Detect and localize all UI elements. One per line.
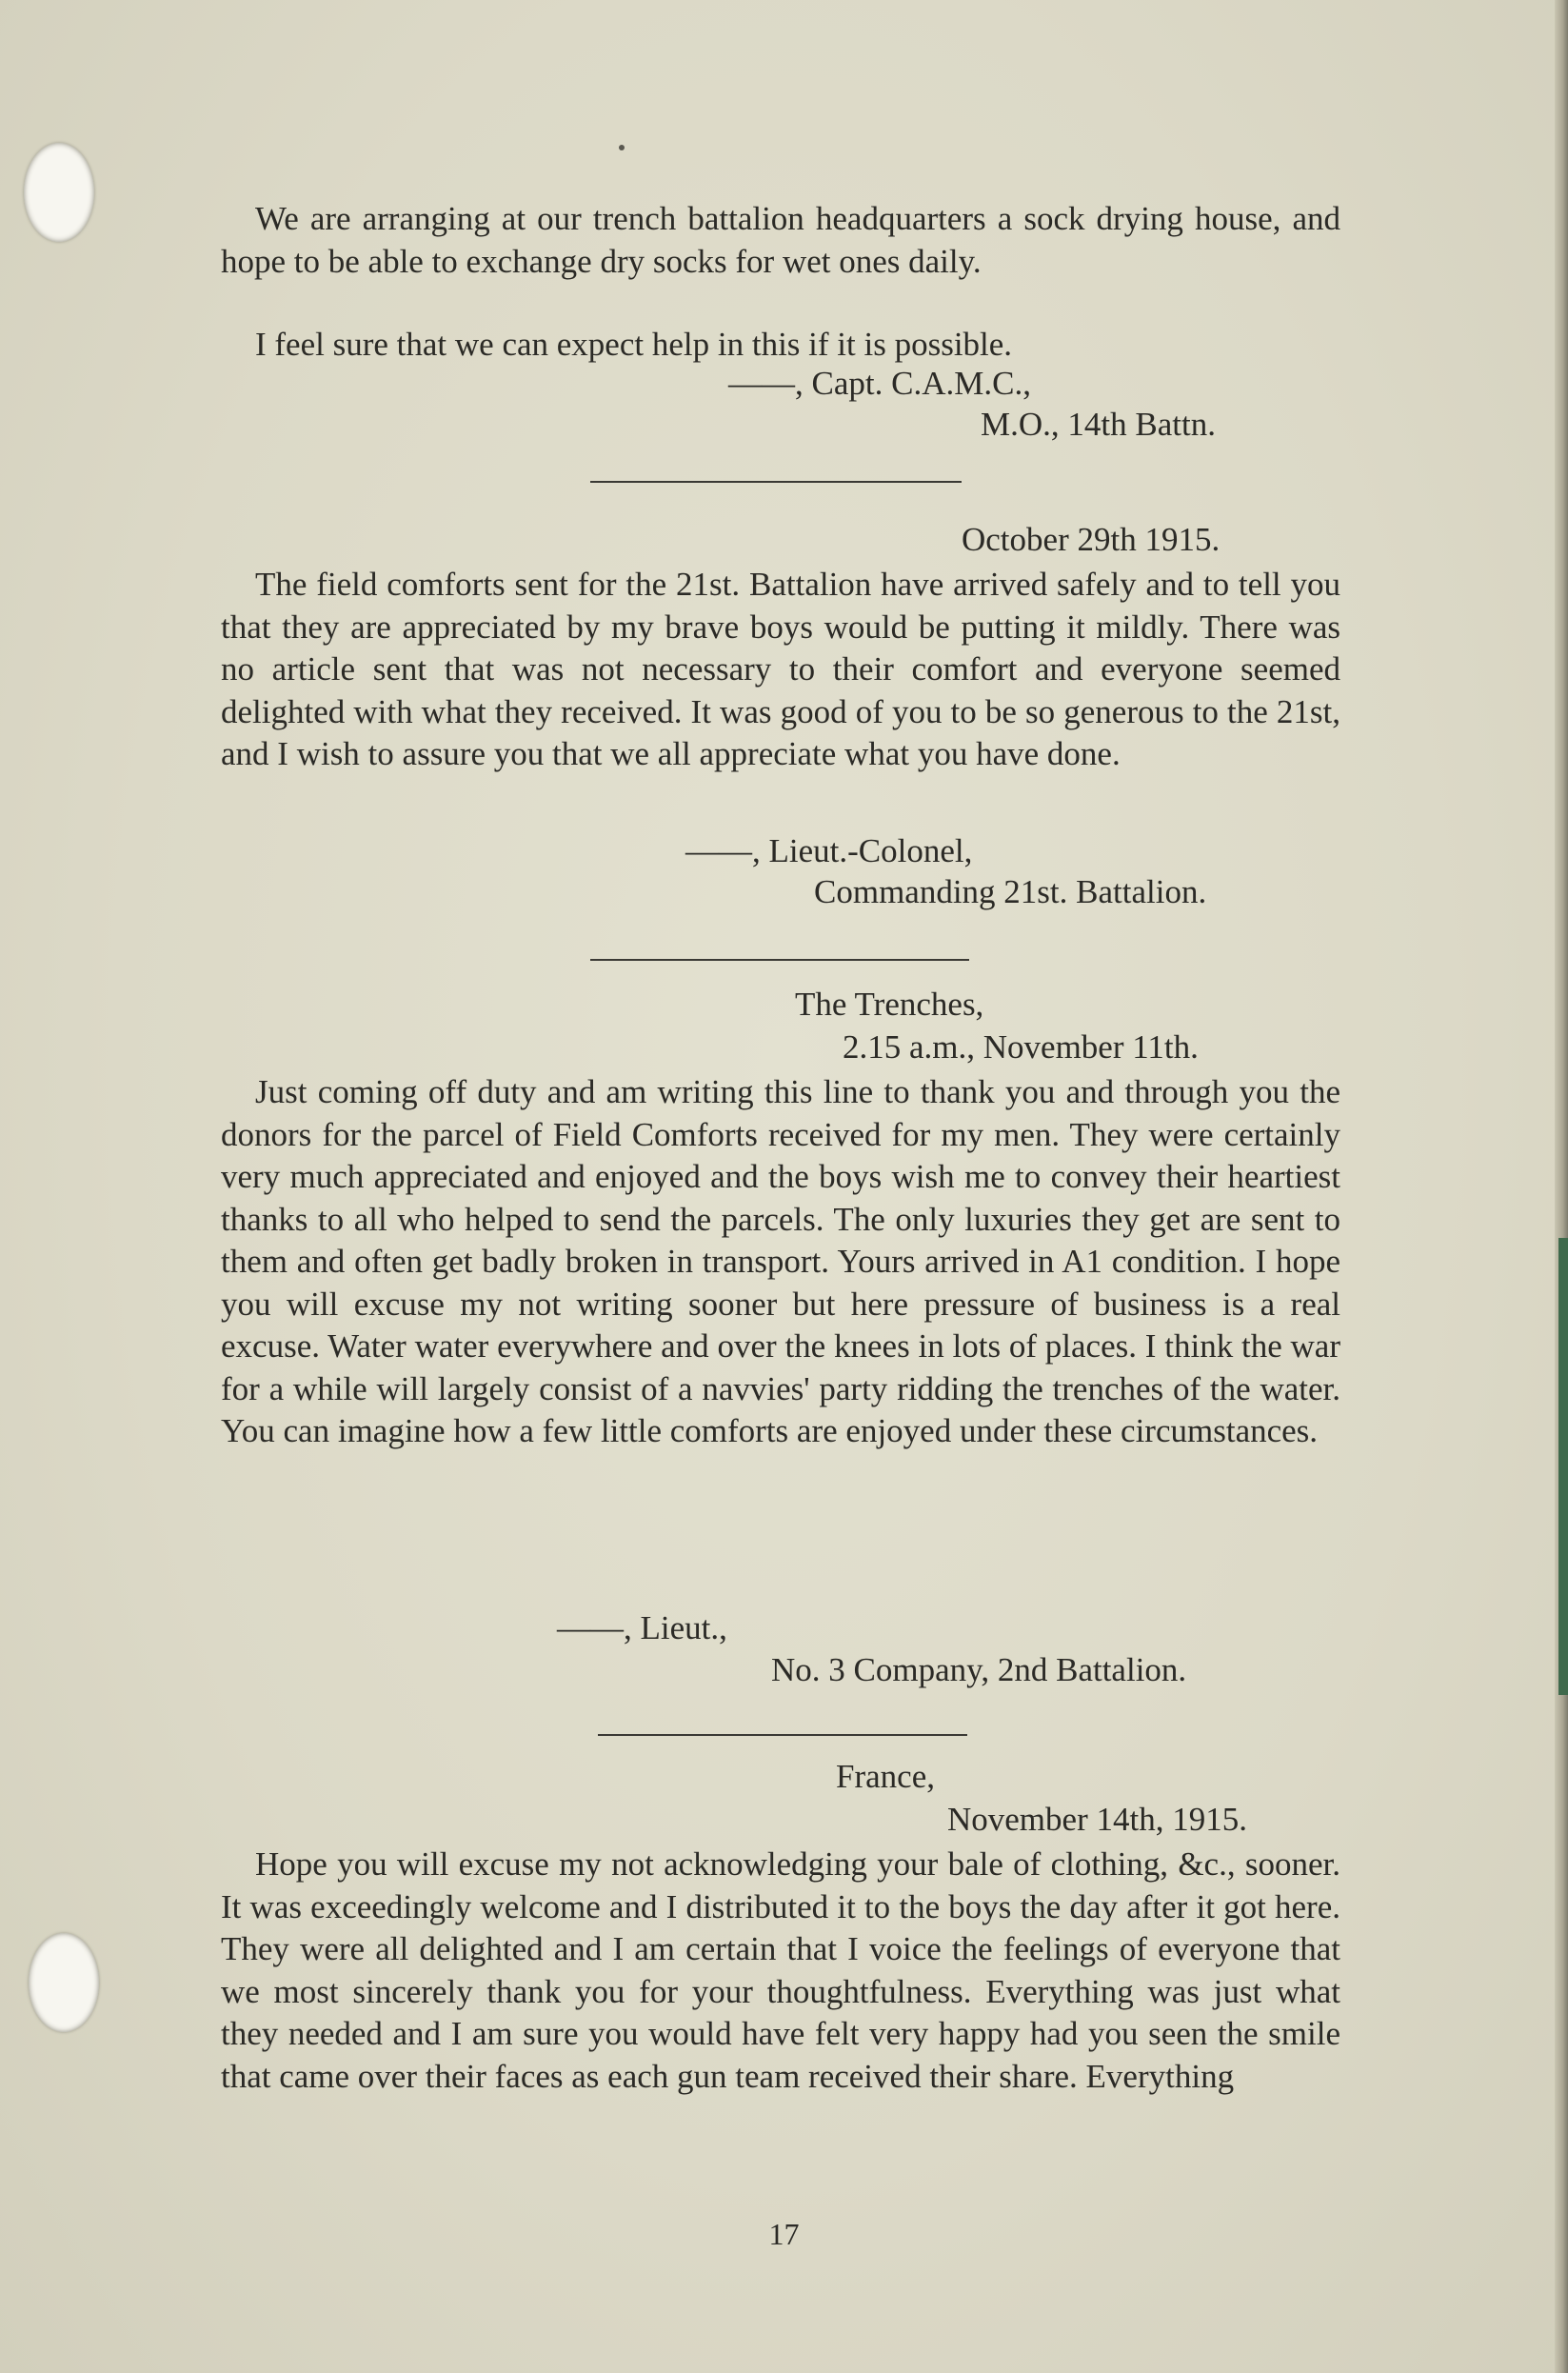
letter3-signature-line1: ——, Lieut.,: [557, 1609, 727, 1646]
punch-hole-bottom: [29, 1933, 99, 2032]
ink-speck: [619, 145, 625, 150]
page-spine-edge: [1555, 0, 1568, 2373]
letter2-body: The field comforts sent for the 21st. Battalion have arrived safely and to tell you that they are appreciated by my brave boys would be putting it mildly. There was no article sent that was not necessary to their comfort and everyone seemed delighted with what they received. It was good of you to be so generous to the 21st, and I wish to assure you that we all appreciate what you have done.: [221, 566, 1340, 772]
spine-color-band: [1558, 1238, 1568, 1695]
letter4-date: November 14th, 1915.: [947, 1801, 1247, 1838]
page-number: 17: [768, 2217, 800, 2251]
letter3-signature-line2: No. 3 Company, 2nd Battalion.: [771, 1651, 1187, 1688]
letter2-date: October 29th 1915.: [962, 521, 1221, 558]
separator-rule: [598, 1734, 967, 1736]
letter2-signature-line2: Commanding 21st. Battalion.: [814, 873, 1207, 910]
separator-rule: [590, 959, 969, 961]
letter1-signature-line1: ——, Capt. C.A.M.C.,: [728, 365, 1031, 402]
letter4-body: Hope you will excuse my not acknowledging your bale of clothing, &c., sooner. It was exceedingly welcome and I distributed it to the boys the day after it got here. They were all delighted and I am certain that I voice the feelings of everyone that we most sincerely thank you for your thoughtfulness. Everything was just what they needed and I am sure you would have felt very happy had you seen the smile that came over their faces as each gun team received their share. Everything: [221, 1845, 1340, 2095]
letter3-date: 2.15 a.m., November 11th.: [843, 1028, 1199, 1066]
letter3-place: The Trenches,: [795, 986, 984, 1023]
letter3-body: Just coming off duty and am writing this line to thank you and through you the donors for the parcel of Field Comforts received for my men. They were certainly very much appreciated and enjoyed and the boys wish me to convey their heartiest thanks to all who helped to send the parcels. The only luxuries they get are sent to them and often get badly broken in transport. Yours arrived in A1 condition. I hope you will excuse my not writing sooner but here pressure of business is a real excuse. Water water everywhere and over the knees in lots of places. I think the war for a while will largely consist of a navvies' party ridding the trenches of the water. You can imagine how a few little comforts are enjoyed under these circumstances.: [221, 1073, 1340, 1449]
letter1-para2: I feel sure that we can expect help in this if it is possible.: [255, 326, 1013, 363]
punch-hole-top: [24, 143, 94, 242]
letter2-signature-line1: ——, Lieut.-Colonel,: [685, 832, 973, 869]
letter1-signature-line2: M.O., 14th Battn.: [981, 406, 1216, 443]
letter1-para1: We are arranging at our trench battalion headquarters a sock drying house, and hope to be able to exchange dry socks for wet ones daily.: [221, 200, 1340, 280]
separator-rule: [590, 481, 962, 483]
letter4-place: France,: [836, 1758, 935, 1795]
